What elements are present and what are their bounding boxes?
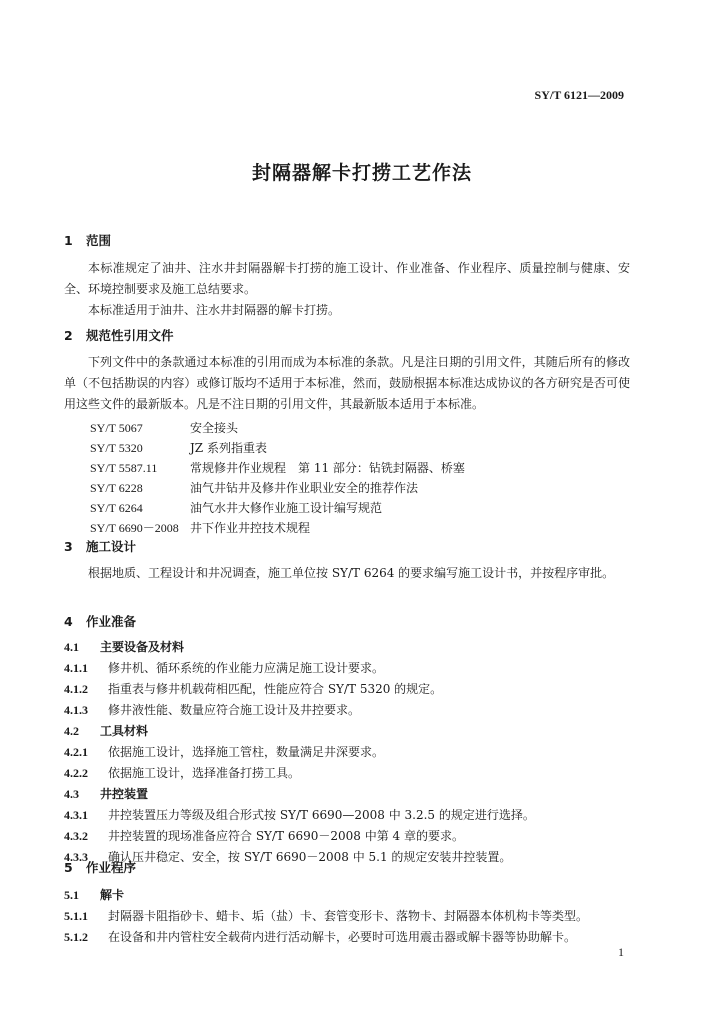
reference-title: JZ 系列指重表 [190, 441, 267, 455]
section-title: 作业程序 [86, 860, 137, 875]
clause [64, 763, 630, 784]
reference-code: SY/T 5320 [90, 441, 143, 455]
clause-text: 确认压井稳定、安全，按 SY/T 6690－2008 中 5.1 的规定安装井控装置。 [108, 850, 512, 864]
page-number: 1 [618, 945, 624, 959]
subsection-heading [64, 721, 630, 742]
clause-text: 封隔器卡阻指砂卡、蜡卡、垢（盐）卡、套管变形卡、落物卡、封隔器本体机构卡等类型。 [108, 909, 589, 923]
clause-number: 4.1.1 [64, 661, 88, 675]
clause-text: 依据施工设计，选择准备打捞工具。 [108, 766, 301, 780]
clause [64, 826, 630, 847]
paragraph: 下列文件中的条款通过本标准的引用而成为本标准的条款。凡是注日期的引用文件，其随后所有的修改单（不包括勘误的内容）或修订版均不适用于本标准，然而，鼓励根据本标准达成协议的各方研究是否可使用这些文件的最新版本。凡是不注日期的引用文件，其最新版本适用于本标准。 [64, 355, 630, 411]
reference-title: 油气水井大修作业施工设计编写规范 [190, 501, 383, 515]
section-heading [64, 231, 630, 251]
section-title: 范围 [86, 233, 112, 248]
clause-number: 4.2 [64, 724, 79, 738]
clause-number: 4.1.2 [64, 682, 88, 696]
reference-title: 井下作业井控技术规程 [190, 521, 311, 535]
reference-item [64, 438, 630, 458]
clause-number: 4.3.3 [64, 850, 88, 864]
clause-number: 5.1 [64, 888, 79, 902]
reference-code: SY/T 5067 [90, 421, 143, 435]
clause-text: 修井机、循环系统的作业能力应满足施工设计要求。 [108, 661, 385, 675]
reference-title: 安全接头 [190, 421, 239, 435]
section-3-body [64, 563, 630, 584]
clause-text: 修井液性能、数量应符合施工设计及井控要求。 [108, 703, 361, 717]
reference-code: SY/T 6228 [90, 481, 143, 495]
section-5 [64, 858, 630, 878]
reference-item [64, 458, 630, 478]
clause-text: 在设备和井内管柱安全载荷内进行活动解卡，必要时可选用震击器或解卡器等协助解卡。 [108, 930, 577, 944]
clause-number: 4.3.2 [64, 829, 88, 843]
section-number: 3 [64, 539, 73, 554]
clause [64, 742, 630, 763]
clause-text: 井控装置的现场准备应符合 SY/T 6690－2008 中第 4 章的要求。 [108, 829, 464, 843]
clause-number: 4.2.1 [64, 745, 88, 759]
clause [64, 679, 630, 700]
section-5-items [64, 885, 630, 948]
paragraph: 本标准规定了油井、注水井封隔器解卡打捞的施工设计、作业准备、作业程序、质量控制与健康、安全、环境控制要求及施工总结要求。 [64, 261, 630, 296]
standard-code: SY/T 6121—2009 [534, 88, 624, 102]
clause-text: 井控装置压力等级及组合形式按 SY/T 6690—2008 中 3.2.5 的规定进行选择。 [108, 808, 535, 822]
subsection-heading [64, 637, 630, 658]
reference-item [64, 478, 630, 498]
section-2 [64, 326, 630, 346]
subsection-title: 主要设备及材料 [100, 640, 185, 654]
subsection-heading [64, 784, 630, 805]
section-1-body [64, 258, 630, 321]
reference-item [64, 518, 630, 538]
clause-number: 4.3.1 [64, 808, 88, 822]
section-title: 作业准备 [86, 614, 137, 629]
clause [64, 700, 630, 721]
clause-number: 4.3 [64, 787, 79, 801]
document-title: 封隔器解卡打捞工艺作法 [251, 162, 472, 184]
clause-number: 4.1.3 [64, 703, 88, 717]
section-heading [64, 326, 630, 346]
section-heading [64, 537, 630, 557]
subsection-heading [64, 885, 630, 906]
clause [64, 805, 630, 826]
paragraph: 根据地质、工程设计和井况调查，施工单位按 SY/T 6264 的要求编写施工设计书，并按程序审批。 [88, 566, 615, 580]
section-title: 规范性引用文件 [86, 328, 174, 343]
section-number: 1 [64, 233, 73, 248]
section-number: 4 [64, 614, 73, 629]
reference-item [64, 498, 630, 518]
section-4-items [64, 637, 630, 868]
reference-item [64, 418, 630, 438]
clause [64, 906, 630, 927]
section-heading [64, 612, 630, 632]
paragraph: 本标准适用于油井、注水井封隔器的解卡打捞。 [88, 303, 341, 317]
reference-title: 油气井钻井及修井作业职业安全的推荐作法 [190, 481, 419, 495]
clause-text: 指重表与修井机载荷相匹配，性能应符合 SY/T 5320 的规定。 [108, 682, 443, 696]
subsection-title: 工具材料 [100, 724, 149, 738]
reference-code: SY/T 6264 [90, 501, 143, 515]
clause-text: 依据施工设计，选择施工管柱，数量满足井深要求。 [108, 745, 385, 759]
subsection-title: 井控装置 [100, 787, 149, 801]
subsection-title: 解卡 [100, 888, 125, 902]
section-1 [64, 231, 630, 251]
clause [64, 658, 630, 679]
clause-number: 4.1 [64, 640, 79, 654]
clause [64, 927, 630, 948]
section-number: 2 [64, 328, 73, 343]
reference-title: 常规修井作业规程 第 11 部分：钻铣封隔器、桥塞 [190, 461, 465, 475]
section-number: 5 [64, 860, 73, 875]
clause-number: 4.2.2 [64, 766, 88, 780]
section-4 [64, 612, 630, 632]
reference-list [64, 418, 630, 538]
reference-code: SY/T 6690－2008 [90, 521, 179, 535]
section-title: 施工设计 [86, 539, 137, 554]
section-2-body [64, 352, 630, 415]
clause-number: 5.1.1 [64, 909, 88, 923]
section-heading [64, 858, 630, 878]
section-3 [64, 537, 630, 557]
clause-number: 5.1.2 [64, 930, 88, 944]
reference-code: SY/T 5587.11 [90, 461, 158, 475]
